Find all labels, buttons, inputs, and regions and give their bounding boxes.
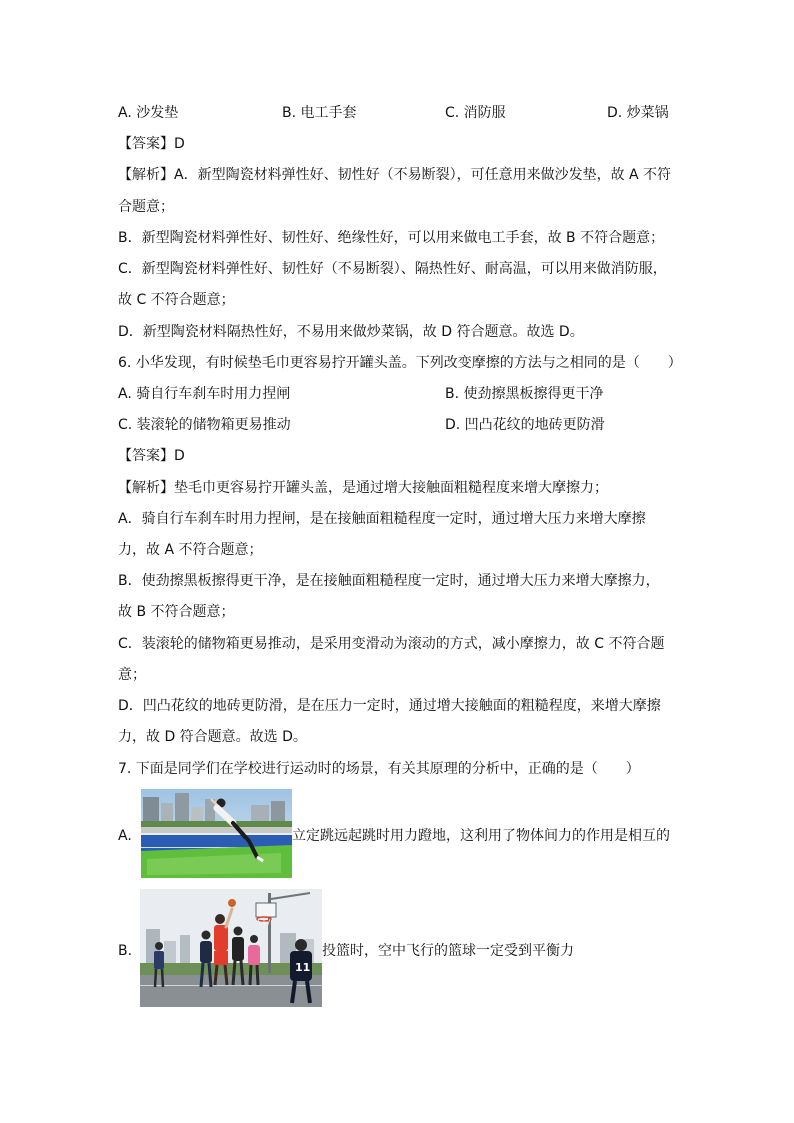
q5-option-a: A. 沙发垫	[118, 105, 179, 121]
q6-answer: 【答案】D	[118, 448, 185, 464]
q7-option-a-label: A.	[118, 828, 132, 844]
q6-option-d: D. 凹凸花纹的地砖更防滑	[445, 417, 605, 433]
q6-analysis-line-1: 【解析】垫毛巾更容易拧开罐头盖，是通过增大接触面粗糙程度来增大摩擦力；	[118, 480, 608, 496]
q6-option-a: A. 骑自行车刹车时用力捏闸	[118, 386, 291, 402]
q7-option-a-text: 立定跳远起跳时用力蹬地，这利用了物体间力的作用是相互的	[292, 828, 670, 844]
q6-option-c: C. 装滚轮的储物箱更易推动	[118, 417, 291, 433]
long-jump-illustration	[141, 789, 292, 878]
q6-analysis-line-8: D．凹凸花纹的地砖更防滑，是在压力一定时，通过增大接触面的粗糙程度，来增大摩擦	[118, 698, 661, 714]
q6-option-b: B. 使劲擦黑板擦得更干净	[445, 386, 604, 402]
q5-analysis-line-1: 【解析】A．新型陶瓷材料弹性好、韧性好（不易断裂），可任意用来做沙发垫，故 A 不符	[118, 167, 672, 183]
long-jump-photo	[141, 789, 292, 878]
q5-analysis-line-2: 合题意；	[118, 199, 174, 215]
q6-stem: 6. 小华发现，有时候垫毛巾更容易拧开罐头盖。下列改变摩擦的方法与之相同的是（ ）	[118, 355, 682, 371]
q7-option-b-text: 投篮时，空中飞行的篮球一定受到平衡力	[322, 943, 574, 959]
q5-analysis-line-6: D．新型陶瓷材料隔热性好，不易用来做炒菜锅，故 D 符合题意。故选 D。	[118, 324, 584, 340]
q5-option-c: C. 消防服	[445, 105, 506, 121]
q6-analysis-line-3: 力，故 A 不符合题意；	[118, 542, 263, 558]
q5-analysis-line-3: B．新型陶瓷材料弹性好、韧性好、绝缘性好，可以用来做电工手套，故 B 不符合题意；	[118, 230, 665, 246]
basketball-photo	[140, 889, 322, 1007]
q5-option-d: D. 炒菜锅	[607, 105, 669, 121]
basketball-illustration	[140, 889, 322, 1007]
q6-analysis-line-5: 故 B 不符合题意；	[118, 604, 235, 620]
q5-answer: 【答案】D	[118, 136, 185, 152]
q7-option-b-label: B.	[118, 943, 133, 959]
q6-analysis-line-4: B．使劲擦黑板擦得更干净，是在接触面粗糙程度一定时，通过增大压力来增大摩擦力，	[118, 573, 660, 589]
q6-analysis-line-9: 力，故 D 符合题意。故选 D。	[118, 729, 307, 745]
q5-analysis-line-4: C．新型陶瓷材料弹性好、韧性好（不易断裂）、隔热性好、耐高温，可以用来做消防服，	[118, 261, 667, 277]
q5-analysis-line-5: 故 C 不符合题意；	[118, 292, 235, 308]
q7-stem: 7. 下面是同学们在学校进行运动时的场景，有关其原理的分析中，正确的是（ ）	[118, 761, 640, 777]
q6-analysis-line-7: 意；	[118, 667, 146, 683]
q6-analysis-line-2: A．骑自行车刹车时用力捏闸，是在接触面粗糙程度一定时，通过增大压力来增大摩擦	[118, 511, 646, 527]
q6-analysis-line-6: C．装滚轮的储物箱更易推动，是采用变滑动为滚动的方式，减小摩擦力，故 C 不符合题	[118, 636, 665, 652]
q5-option-b: B. 电工手套	[282, 105, 357, 121]
jersey-number: 11	[295, 961, 311, 974]
